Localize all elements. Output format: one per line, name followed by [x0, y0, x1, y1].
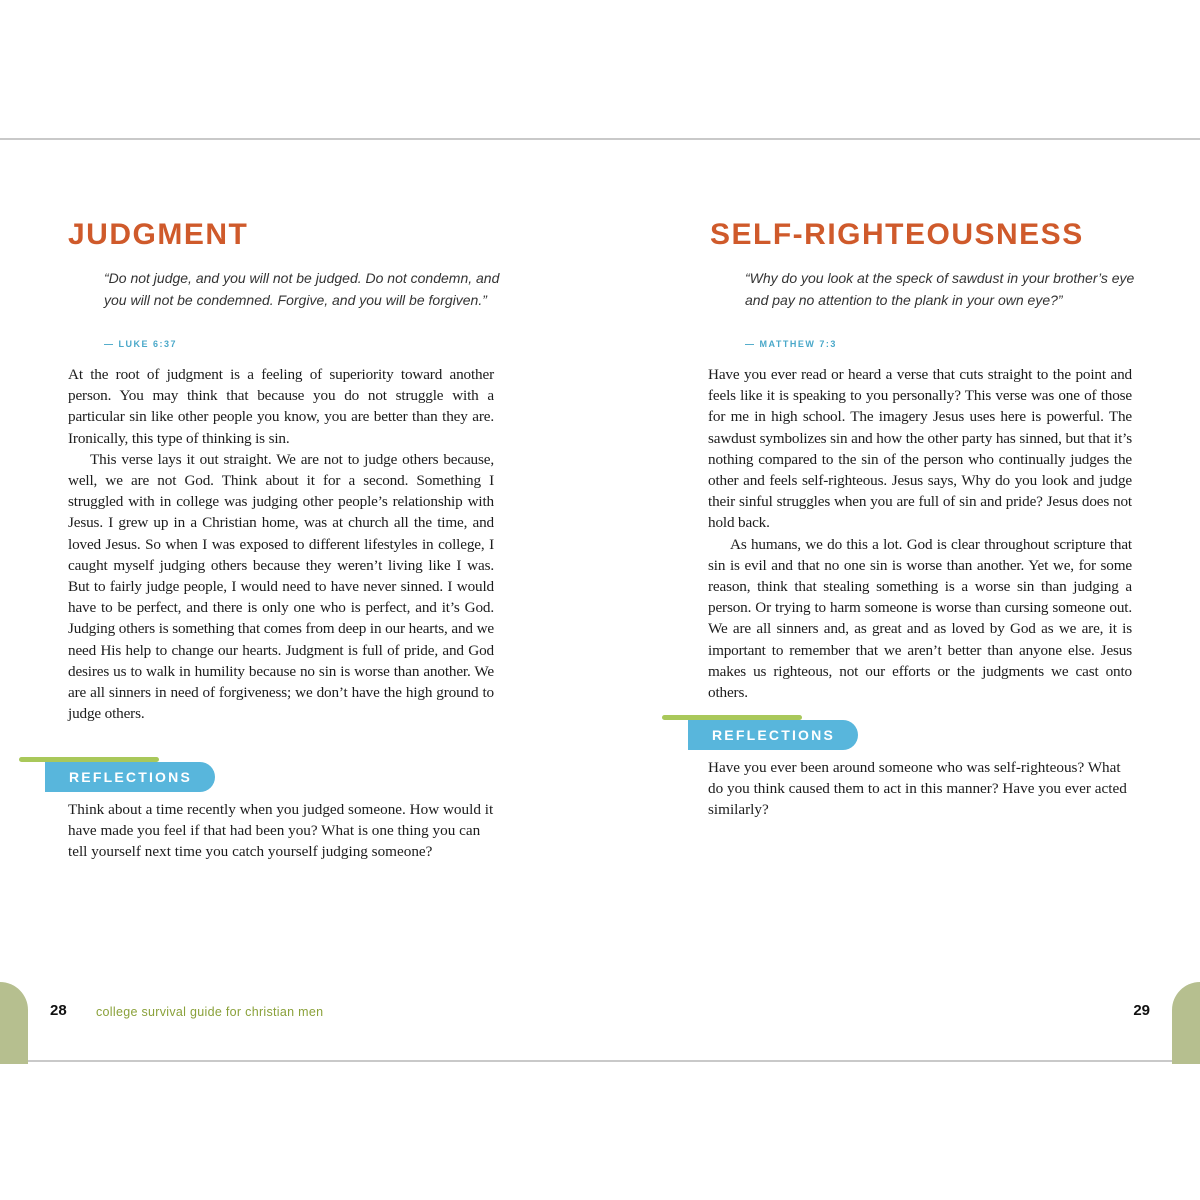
reflections-label-text: REFLECTIONS — [712, 727, 835, 743]
left-page — [0, 140, 600, 1060]
reflections-label-text: REFLECTIONS — [69, 769, 192, 785]
left-reflections-label — [45, 762, 215, 792]
left-page-body — [68, 364, 494, 724]
right-reflections-label — [688, 720, 858, 750]
left-page-tab — [0, 982, 28, 1064]
left-page-number: 28 — [50, 1002, 67, 1019]
body-paragraph: At the root of judgment is a feeling of superiority toward another person. You may think that because you do not struggle with a particular sin like other people you know, you are better than they are. Ironically, this type of thinking is sin. — [68, 366, 494, 447]
running-head: college survival guide for christian men — [96, 1005, 324, 1019]
right-page — [600, 140, 1200, 1060]
book-spread — [0, 138, 1200, 1062]
right-page-body — [708, 364, 1132, 703]
right-page-tab — [1172, 982, 1200, 1064]
body-paragraph: As humans, we do this a lot. God is clear throughout scripture that sin is evil and that no one sin is worse than another. Yet we, for some reason, think that stealing something is a worse sin than judging a person. Or trying to harm someone is worse than cursing someone out. We are all sinners and, as great and as loved by God as we are, it is important to remember that we aren’t better than anyone else. Jesus makes us righteous, not our efforts or the judgments we cast onto others. — [708, 535, 1132, 702]
right-page-citation: — MATTHEW 7:3 — [745, 339, 837, 349]
body-paragraph: Have you ever read or heard a verse that cuts straight to the point and feels like it is speaking to you personally? This verse was one of those for me in high school. The imagery Jesus uses here is powerful. The sawdust symbolizes sin and how the other party has sinned, but that it’s nothing compared to the sin of the person who continually judges the other and feels self-righteous. Jesus says, Why do you look and judge their sinful struggles when you are full of sin and pride? Jesus does not hold back. — [708, 366, 1132, 532]
right-page-number: 29 — [1133, 1002, 1150, 1019]
right-page-quote: “Why do you look at the speck of sawdust in your brother’s eye and pay no attention to the plank in your own eye?” — [745, 270, 1135, 308]
left-page-citation: — LUKE 6:37 — [104, 339, 178, 349]
right-reflections-text: Have you ever been around someone who was self-righteous? What do you think caused them to act in this manner? Have you ever acted similarly? — [708, 759, 1127, 819]
left-page-quote: “Do not judge, and you will not be judged. Do not condemn, and you will not be condemned. Forgive, and you will be forgiven.” — [104, 270, 500, 308]
right-page-title: SELF-RIGHTEOUSNESS — [710, 218, 1084, 251]
body-paragraph: This verse lays it out straight. We are not to judge others because, well, we are not God. Think about it for a second. Something I struggled with in college was judging other people’s relationship with Jesus. I grew up in a Christian home, was at church all the time, and loved Jesus. So when I was exposed to different lifestyles in college, I caught myself judging others because they weren’t living like I was. But to fairly judge people, I would need to have never sinned. I would have to be perfect, and there is only one who is perfect, and it’s God. Judging others is something that comes from deep in our hearts, and we need His help to change our hearts. Judgment is full of pride, and God desires us to walk in humility because no sin is worse than another. We are all sinners in need of forgiveness; we don’t have the high ground to judge others. — [68, 450, 494, 723]
left-reflections-text: Think about a time recently when you judged someone. How would it have made you feel if that had been you? What is one thing you can tell yourself next time you catch yourself judging someone? — [68, 801, 494, 861]
left-page-title: JUDGMENT — [68, 218, 249, 251]
